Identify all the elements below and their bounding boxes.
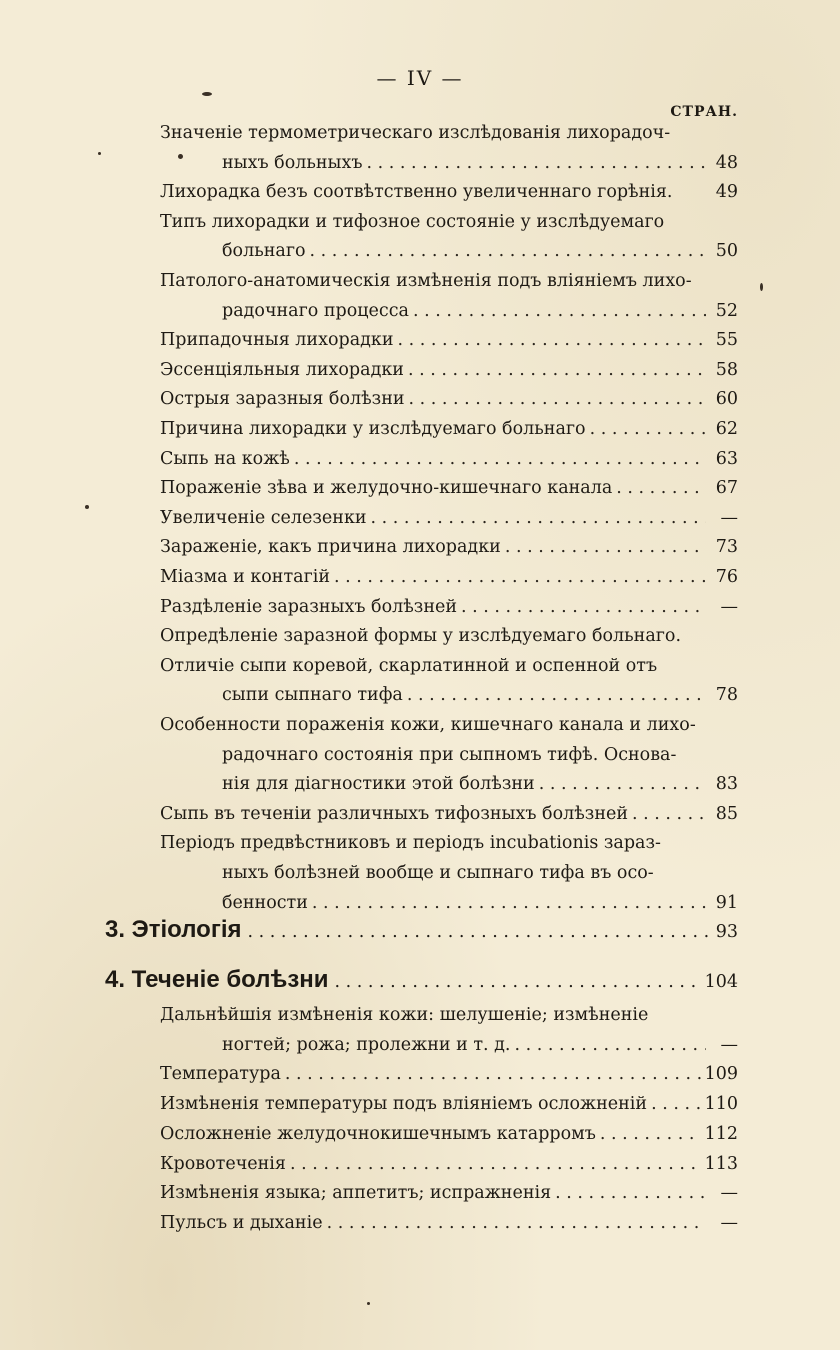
toc-entry-page-number: 55	[715, 330, 738, 351]
toc-entry-text: радочнаго процесса	[222, 300, 409, 321]
toc-entry	[160, 180, 738, 204]
toc-entry-page-number: —	[720, 596, 738, 617]
toc-entry-page-number: 83	[715, 774, 738, 795]
running-head-page-number: — IV —	[376, 66, 464, 90]
ink-speck	[760, 283, 763, 291]
toc-entry-page-number: 48	[715, 152, 738, 173]
section-heading-text: 4. Теченіе болѣзни	[105, 966, 329, 993]
toc-entry	[160, 535, 738, 559]
toc-entry	[160, 358, 738, 382]
toc-entry	[160, 1122, 738, 1146]
toc-entry-text: ныхъ больныхъ	[222, 152, 363, 173]
toc-entry-text: больнаго	[222, 241, 306, 262]
toc-entry	[222, 772, 738, 796]
toc-entry-page-number: 50	[715, 241, 738, 262]
section-heading-text: 3. Этіологія	[105, 916, 242, 943]
toc-entry	[160, 387, 738, 411]
toc-entry	[160, 1152, 738, 1176]
toc-entry-page-number: 62	[715, 419, 738, 439]
toc-entry-page-number: 73	[715, 537, 738, 558]
toc-entry-page-number: —	[720, 1212, 738, 1233]
toc-entry: Опредѣленіе заразной формы у изслѣдуемаго больнаго.	[160, 626, 682, 647]
toc-entry: Особенности пораженія кожи, кишечнаго канала и лихо-	[160, 715, 696, 735]
toc-entry-text: Міазма и контагій	[160, 567, 331, 587]
toc-entry-text: Сыпь на кожѣ	[160, 448, 290, 469]
toc-entry-page-number: 110	[704, 1094, 738, 1115]
toc-entry-page-number: 76	[715, 567, 738, 587]
toc-entry-page-number: —	[720, 1034, 738, 1055]
toc-entry	[160, 802, 738, 826]
toc-entry-text: Температура	[160, 1064, 281, 1085]
dot-leader	[590, 417, 706, 441]
dot-leader	[600, 1122, 701, 1146]
toc-entry-text: Пульсъ и дыханіе	[160, 1212, 323, 1233]
toc-entry-text: Острыя заразныя болѣзни	[160, 389, 405, 410]
toc-entry: Типъ лихорадки и тифозное состояніе у изслѣдуемаго	[160, 211, 665, 232]
toc-entry-page-number: 112	[704, 1123, 738, 1144]
toc-entry-page-number: 85	[715, 803, 738, 824]
dot-leader	[651, 1092, 701, 1116]
section-heading-etiology	[105, 915, 738, 947]
toc-entry: Дальнѣйшія измѣненія кожи: шелушеніе; измѣненіе	[160, 1005, 649, 1025]
toc-entry	[160, 417, 738, 441]
dot-leader	[290, 1152, 701, 1176]
toc-entry: Значеніе термометрическаго изслѣдованія лихорадоч-	[160, 123, 671, 143]
toc-entry-text: Сыпь въ теченіи различныхъ тифозныхъ болѣзней	[160, 803, 629, 824]
ink-speck	[367, 1302, 370, 1305]
toc-entry-page-number: 49	[715, 182, 738, 203]
section-page-number: 104	[704, 972, 738, 992]
dot-leader	[616, 476, 706, 500]
dot-leader	[515, 1033, 707, 1057]
dot-leader	[371, 506, 706, 530]
toc-entry-text: Увеличеніе селезенки	[160, 507, 367, 528]
dot-leader	[555, 1181, 706, 1205]
toc-entry: ныхъ болѣзней вообще и сыпнаго тифа въ осо-	[222, 863, 654, 883]
toc-entry-text: бенности	[222, 892, 308, 913]
toc-entry-text: Причина лихорадки у изслѣдуемаго больнаго	[160, 419, 586, 439]
dot-leader	[505, 535, 706, 559]
dot-leader	[408, 358, 706, 382]
toc-entry: Періодъ предвѣстниковъ и періодъ incubationis зараз-	[160, 833, 661, 854]
ink-speck	[98, 152, 101, 155]
toc-entry-text: Измѣненія температуры подъ вліяніемъ осложненій	[160, 1094, 648, 1115]
toc-entry: Патолого-анатомическія измѣненія подъ вліяніемъ лихо-	[160, 271, 692, 291]
dot-leader	[461, 595, 706, 619]
toc-entry-page-number: 91	[715, 892, 738, 913]
toc-entry-text: нія для діагностики этой болѣзни	[222, 774, 535, 795]
section-heading-course	[105, 965, 738, 997]
toc-entry-text: Зараженіе, какъ причина лихорадки	[160, 537, 501, 558]
dot-leader	[632, 802, 706, 826]
dot-leader	[413, 299, 706, 323]
toc-entry-text: Пораженіе зѣва и желудочно-кишечнаго канала	[160, 478, 613, 499]
toc-entry-text: сыпи сыпнаго тифа	[222, 685, 403, 706]
dot-leader	[285, 1062, 701, 1086]
toc-entry-text: Эссенціяльныя лихорадки	[160, 359, 404, 380]
toc-entry	[160, 565, 738, 589]
dot-leader	[398, 328, 707, 352]
toc-entry-text: Осложненіе желудочнокишечнымъ катарромъ	[160, 1123, 596, 1144]
toc-entry	[160, 506, 738, 530]
toc-entry-page-number: 109	[704, 1064, 738, 1085]
toc-entry-text: Раздѣленіе заразныхъ болѣзней	[160, 596, 458, 617]
toc-entry-text: Измѣненія языка; аппетитъ; испражненія	[160, 1183, 552, 1204]
toc-entry	[160, 595, 738, 619]
toc-entry	[222, 299, 738, 323]
toc-entry-page-number: 63	[715, 448, 738, 469]
dot-leader	[310, 239, 706, 263]
toc-entry-page-number: —	[720, 1183, 738, 1204]
toc-entry-page-number: 78	[715, 685, 738, 706]
toc-entry	[160, 1062, 738, 1086]
toc-entry	[160, 1181, 738, 1205]
toc-entry	[222, 1033, 738, 1057]
dot-leader	[248, 917, 710, 947]
ink-speck	[178, 154, 183, 159]
ink-speck	[202, 92, 212, 96]
page-column-label: СТРАН.	[670, 104, 738, 120]
toc-entry	[222, 239, 738, 263]
toc-entry	[222, 683, 738, 707]
dot-leader	[366, 151, 706, 175]
dot-leader	[407, 683, 706, 707]
toc-entry-text: Кровотеченія	[160, 1153, 286, 1174]
toc-entry	[160, 1092, 738, 1116]
toc-entry	[222, 891, 738, 915]
toc-entry	[222, 151, 738, 175]
toc-entry-page-number: 52	[715, 300, 738, 321]
toc-entry-text: ногтей; рожа; пролежни и т. д.	[222, 1034, 511, 1055]
dot-leader	[335, 967, 699, 997]
toc-entry	[160, 447, 738, 471]
dot-leader	[312, 891, 706, 915]
toc-entry-page-number: 60	[715, 389, 738, 410]
toc-entry-page-number: 58	[715, 359, 738, 380]
dot-leader	[539, 772, 706, 796]
toc-entry: Отличіе сыпи коревой, скарлатинной и оспенной отъ	[160, 655, 658, 676]
toc-entry: радочнаго состоянія при сыпномъ тифѣ. Основа-	[222, 744, 677, 765]
toc-entry-text: Лихорадка безъ соотвѣтственно увеличеннаго горѣнія.	[160, 182, 673, 203]
toc-entry-page-number: 113	[704, 1153, 738, 1174]
toc-entry-text: Припадочныя лихорадки	[160, 330, 394, 351]
dot-leader	[409, 387, 706, 411]
toc-entry	[160, 328, 738, 352]
toc-entry-page-number: —	[720, 507, 738, 528]
dot-leader	[334, 565, 706, 589]
toc-entry-page-number: 67	[715, 478, 738, 499]
dot-leader	[294, 447, 706, 471]
ink-speck	[85, 505, 89, 509]
toc-entry	[160, 476, 738, 500]
toc-entry	[160, 1211, 738, 1235]
dot-leader	[327, 1211, 706, 1235]
section-page-number: 93	[715, 922, 738, 942]
